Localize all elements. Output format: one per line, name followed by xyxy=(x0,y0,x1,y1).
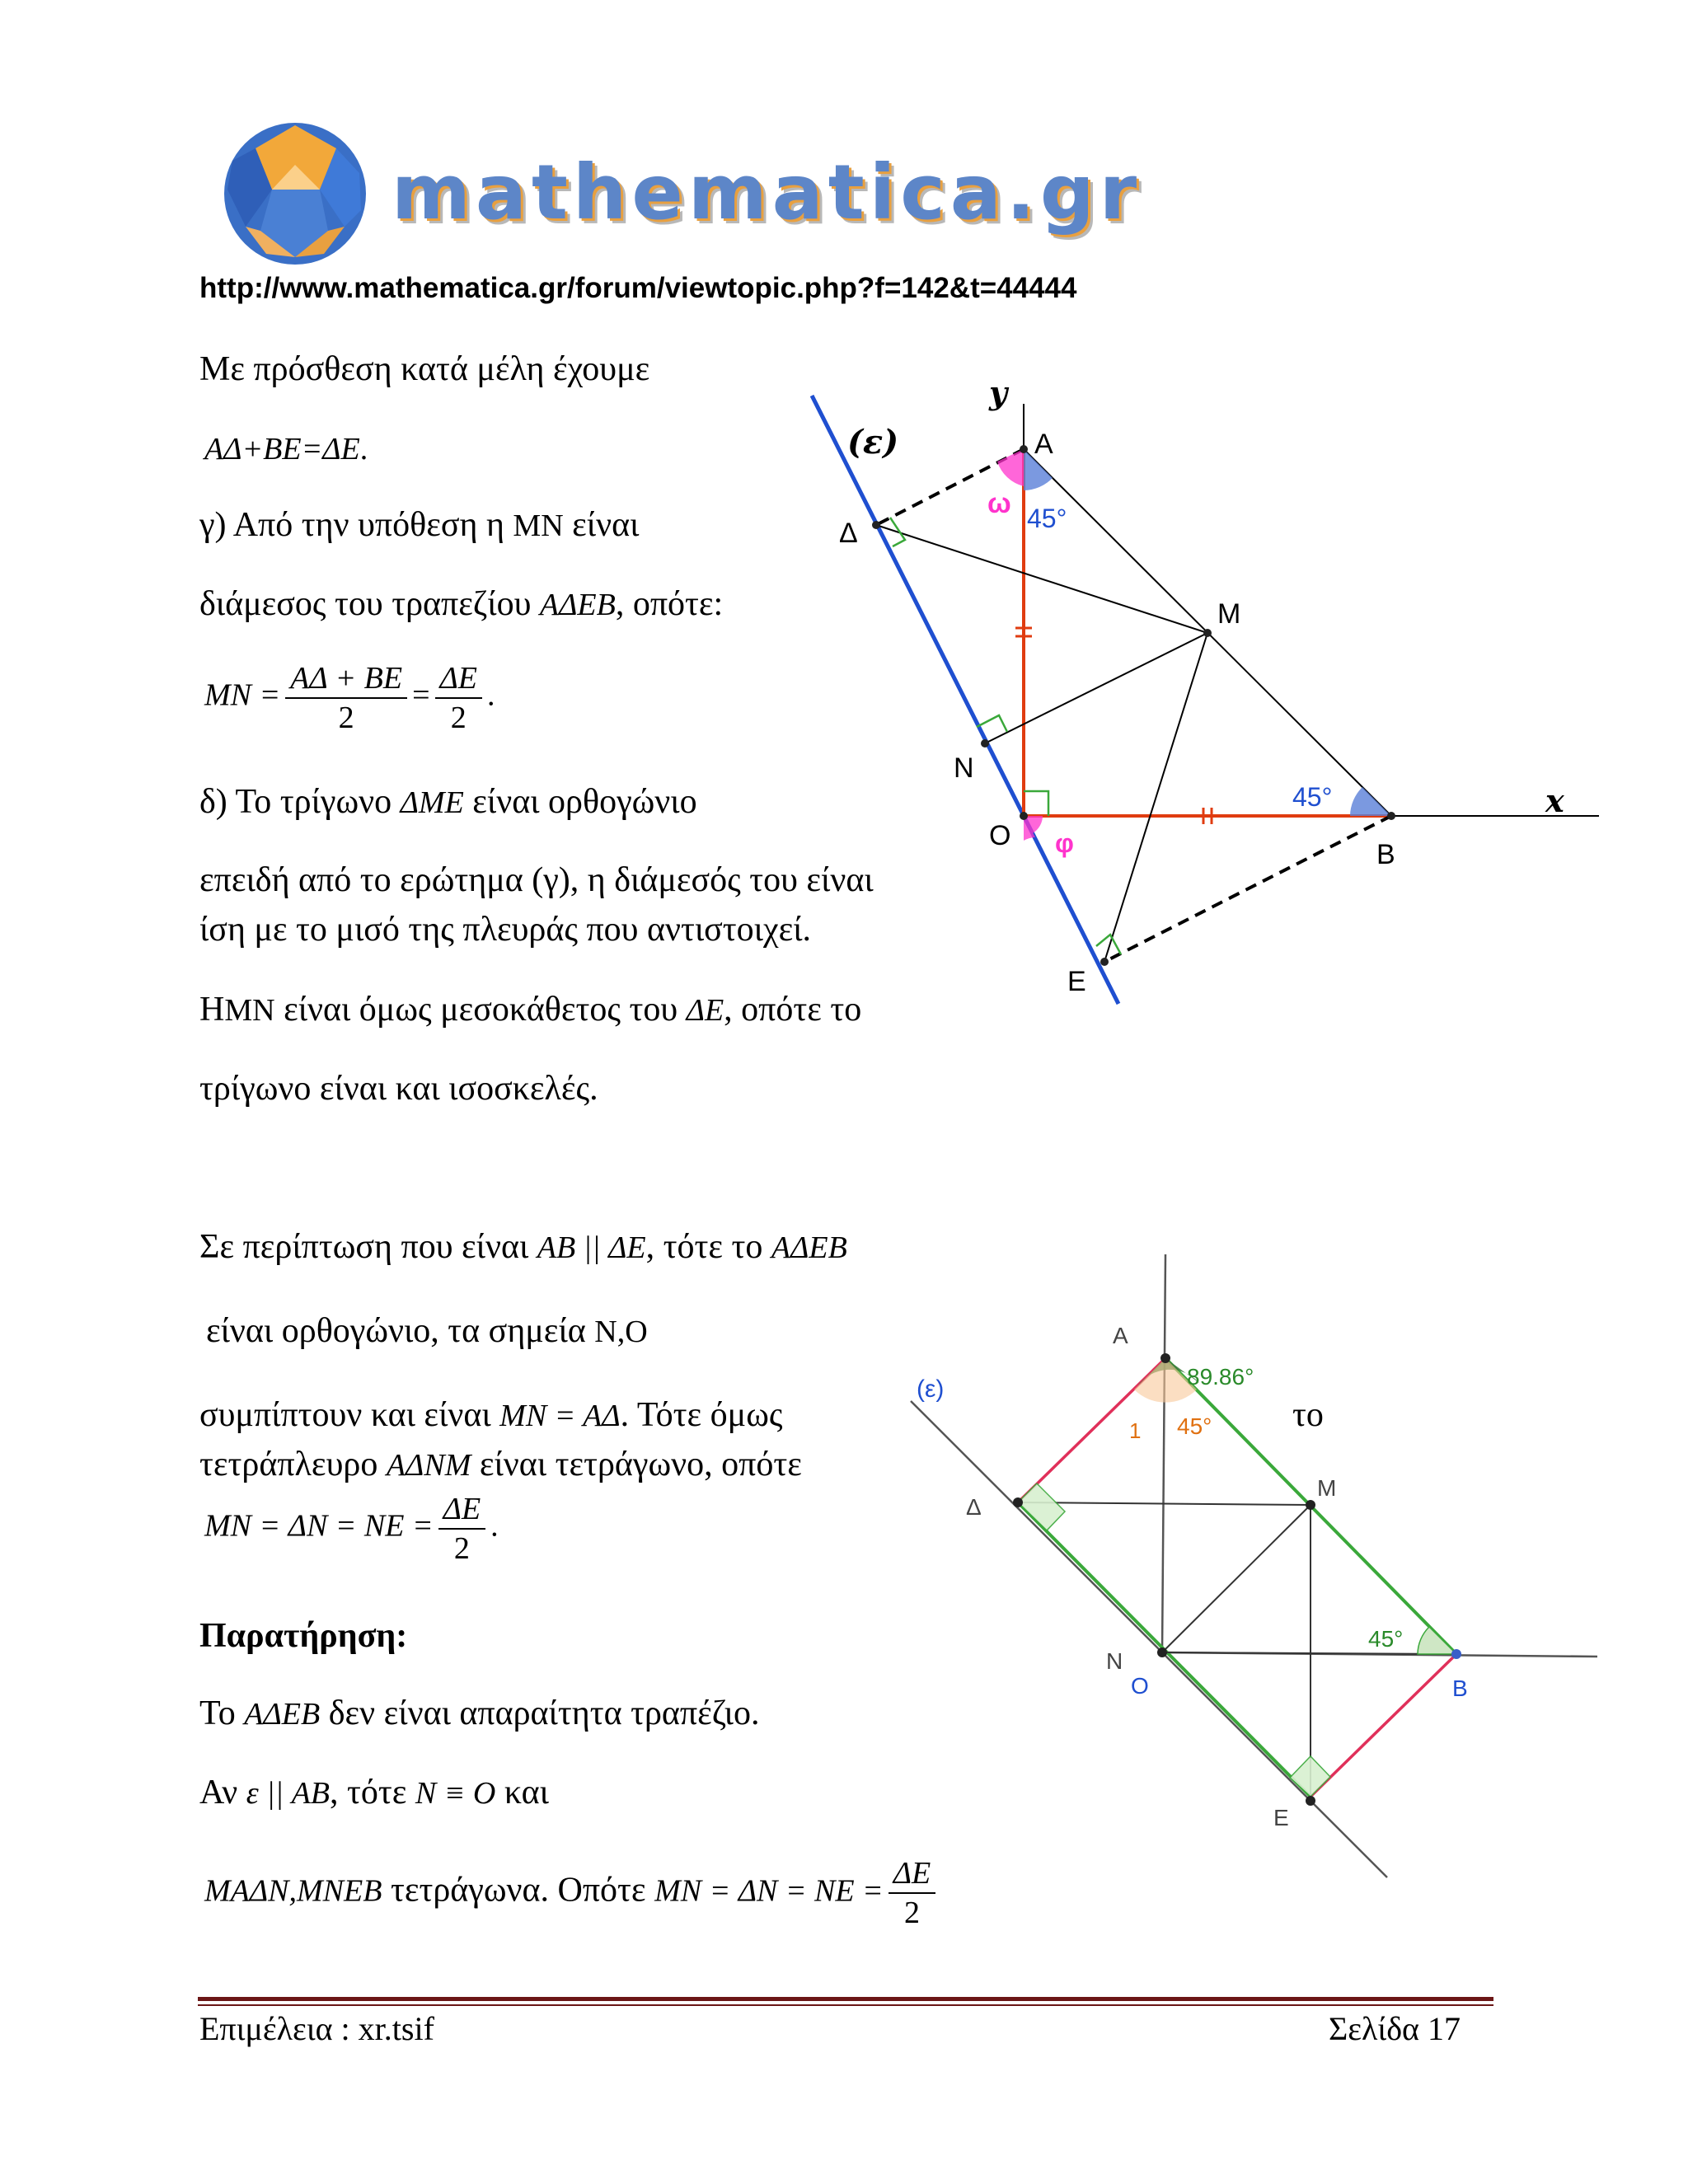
angle-B-45 xyxy=(1350,787,1391,816)
label-A: A xyxy=(1034,429,1053,460)
right-angle-O xyxy=(1024,791,1048,816)
line-3-mn: ΜΝ xyxy=(513,509,564,543)
line-14-m: ΑΔΕΒ xyxy=(244,1697,321,1732)
label-M: M xyxy=(1217,598,1241,630)
label-B-2: B xyxy=(1452,1675,1468,1701)
formula-1 xyxy=(204,659,495,737)
line-3-b: είναι xyxy=(572,506,640,544)
right-angle-D-2 xyxy=(1018,1483,1065,1530)
formula-1-num-1: ΑΔ + ΒΕ xyxy=(285,659,407,699)
line-7 xyxy=(199,909,811,950)
source-url[interactable]: http://www.mathematica.gr/forum/viewtopic.php?f=142&t=44444 xyxy=(199,272,1077,304)
label-N-2: N xyxy=(1106,1648,1123,1674)
label-eps: (ε) xyxy=(847,423,899,462)
point-E xyxy=(1100,958,1109,966)
line-13 xyxy=(199,1444,802,1486)
angle-B-45-2 xyxy=(1418,1627,1456,1654)
line-15 xyxy=(199,1772,549,1814)
segment-NM xyxy=(1162,1505,1311,1652)
label-E: E xyxy=(1067,966,1086,997)
line-8-a: Η xyxy=(199,991,225,1029)
line-12-c: το xyxy=(1292,1396,1324,1434)
line-4 xyxy=(199,583,723,626)
line-5-m: ΔΜΕ xyxy=(400,785,464,820)
remark-heading: Παρατήρηση: xyxy=(199,1617,408,1655)
line-10-m1: AB || ΔΕ xyxy=(537,1230,646,1265)
footer-rule-thick xyxy=(198,1997,1493,2001)
line-10-a: Σε περίπτωση που είναι xyxy=(199,1228,529,1266)
formula-sum: ΑΔ+ΒΕ=ΔΕ xyxy=(204,432,360,466)
label-angle-green: 89.86° xyxy=(1187,1364,1254,1390)
formula-2-den: 2 xyxy=(453,1531,470,1566)
line-5 xyxy=(199,781,697,823)
line-11-a: είναι ορθογώνιο, τα σημεία xyxy=(206,1312,586,1350)
formula-1-den-1: 2 xyxy=(338,701,354,735)
right-angle-E xyxy=(1096,935,1121,954)
line-3 xyxy=(199,504,639,546)
line-5-b: είναι ορθογώνιο xyxy=(472,783,697,821)
point-A-2 xyxy=(1160,1353,1170,1363)
line-16-a: τετράγωνα. Οπότε xyxy=(390,1871,646,1910)
point-E-2 xyxy=(1306,1796,1315,1806)
line-10-b: , τότε το xyxy=(645,1228,763,1266)
line-16 xyxy=(204,1854,940,1932)
label-N: N xyxy=(954,752,974,784)
line-6 xyxy=(199,860,874,901)
line-12-m: ΜΝ = ΑΔ xyxy=(499,1399,621,1433)
line-epsilon-2 xyxy=(911,1401,1387,1877)
line-8-b: είναι όμως μεσοκάθετος του xyxy=(284,991,678,1029)
formula-1-end: . xyxy=(487,677,495,713)
line-10-m2: ΑΔΕΒ xyxy=(771,1230,847,1265)
line-8 xyxy=(199,989,861,1031)
line-4-b: , οπότε: xyxy=(615,585,724,623)
line-12-a: συμπίπτουν και είναι xyxy=(199,1396,491,1434)
segment-BE xyxy=(1104,816,1391,962)
line-12-b: . Τότε όμως xyxy=(620,1396,783,1434)
line-4-m: ΑΔΕΒ xyxy=(539,588,616,622)
right-angle-E-2 xyxy=(1290,1756,1330,1797)
point-A xyxy=(1020,445,1028,453)
formula-3-lhs: MN = ΔN = NE = xyxy=(654,1873,884,1909)
figure-2 xyxy=(898,1244,1615,1896)
point-D xyxy=(872,521,880,529)
line-13-a: τετράπλευρο xyxy=(199,1446,378,1483)
label-angle-A: 45° xyxy=(1027,504,1067,533)
line-7-text: ίση με το μισό της πλευράς που αντιστοιχεί. xyxy=(199,911,812,949)
figure-1 xyxy=(808,363,1615,1014)
formula-1-frac-2 xyxy=(435,659,483,737)
label-phi: φ xyxy=(1055,828,1074,858)
label-one: 1 xyxy=(1129,1418,1142,1443)
label-D: Δ xyxy=(839,518,858,549)
label-E-2: E xyxy=(1273,1805,1289,1830)
label-A-2: A xyxy=(1113,1323,1128,1348)
segment-DM xyxy=(876,525,1207,633)
point-N-2 xyxy=(1157,1647,1167,1657)
point-N xyxy=(981,739,989,748)
line-8-mn: ΜΝ xyxy=(224,993,275,1028)
segment-BE-pink xyxy=(1311,1654,1456,1797)
footer-left: Επιμέλεια : xr.tsif xyxy=(199,2010,434,2047)
formula-2-end: . xyxy=(490,1508,499,1544)
label-O-2: O xyxy=(1131,1673,1149,1699)
line-9-text: τρίγωνο είναι και ισοσκελές. xyxy=(199,1070,598,1108)
line-1 xyxy=(199,349,649,390)
label-x: x xyxy=(1545,782,1564,819)
line-14-b: δεν είναι απαραίτητα τραπέζιο. xyxy=(328,1694,760,1732)
line-13-m: ΑΔΝΜ xyxy=(386,1448,471,1483)
line-10 xyxy=(199,1226,847,1268)
formula-1-lhs: MN = xyxy=(204,677,281,713)
line-9 xyxy=(199,1068,598,1109)
formula-2 xyxy=(204,1490,499,1568)
line-12 xyxy=(199,1394,782,1436)
line-15-c: και xyxy=(504,1774,549,1811)
formula-2-lhs: MN = ΔN = NE = xyxy=(204,1508,434,1544)
point-B xyxy=(1387,812,1395,820)
label-M-2: M xyxy=(1317,1475,1337,1501)
line-4-a: διάμεσος του τραπεζίου xyxy=(199,585,532,623)
point-O xyxy=(1020,812,1028,820)
label-angle-B-2: 45° xyxy=(1368,1626,1404,1652)
logo xyxy=(221,115,369,272)
footer-rule-thin xyxy=(198,2004,1493,2006)
line-6-text: επειδή από το ερώτημα (γ), η διάμεσός του είναι xyxy=(199,861,874,899)
label-y: y xyxy=(989,374,1008,411)
footer-right: Σελίδα 17 xyxy=(1328,2010,1461,2047)
line-13-b: είναι τετράγωνο, οπότε xyxy=(479,1446,802,1483)
line-11 xyxy=(206,1310,648,1352)
line-15-m1: ε || AB xyxy=(246,1776,331,1811)
line-11-b: N,O xyxy=(594,1315,648,1349)
formula-2-num: ΔΕ xyxy=(438,1490,486,1530)
label-O: O xyxy=(989,820,1011,851)
angle-omega xyxy=(997,449,1024,486)
segment-ME xyxy=(1104,633,1207,962)
point-M-2 xyxy=(1306,1500,1315,1510)
formula-1-den-2: 2 xyxy=(450,701,467,735)
line-14 xyxy=(199,1693,759,1735)
formula-3-den: 2 xyxy=(903,1896,920,1930)
point-M xyxy=(1203,629,1212,637)
logo-text: mathematica.gr xyxy=(392,148,1142,237)
vertical-axis-2 xyxy=(1162,1254,1165,1652)
label-B: B xyxy=(1376,839,1395,870)
line-1-text: Με πρόσθεση κατά μέλη έχουμε xyxy=(199,350,650,388)
line-14-a: Το xyxy=(199,1694,236,1732)
label-eps-2: (ε) xyxy=(917,1376,945,1403)
point-B-2 xyxy=(1451,1649,1461,1659)
formula-3-num: ΔΕ xyxy=(889,1854,936,1894)
line-3-a: γ) Από την υπόθεση η xyxy=(199,506,504,544)
formula-1-frac-1 xyxy=(285,659,407,737)
label-angle-B: 45° xyxy=(1292,782,1333,812)
label-angle-A-2: 45° xyxy=(1177,1413,1212,1439)
formula-1-num-2: ΔΕ xyxy=(435,659,483,699)
line-2 xyxy=(204,429,368,470)
line-2-end: . xyxy=(359,432,368,466)
line-8-c: , οπότε το xyxy=(724,991,862,1029)
label-omega: ω xyxy=(987,488,1011,519)
formula-1-eq: = xyxy=(412,677,430,713)
label-D-2: Δ xyxy=(966,1494,982,1520)
line-15-a: Αν xyxy=(199,1774,238,1811)
point-D-2 xyxy=(1013,1497,1023,1507)
logo-icon xyxy=(221,115,369,272)
segment-MN xyxy=(985,633,1207,743)
formula-2-frac xyxy=(438,1490,486,1568)
line-5-a: δ) Το τρίγωνο xyxy=(199,783,392,821)
line-8-m: ΔΕ xyxy=(686,993,724,1028)
line-15-b: , τότε xyxy=(330,1774,407,1811)
line-15-m2: N ≡ O xyxy=(415,1776,496,1811)
line-16-m: ΜΑΔΝ,ΜΝΕΒ xyxy=(204,1873,382,1909)
